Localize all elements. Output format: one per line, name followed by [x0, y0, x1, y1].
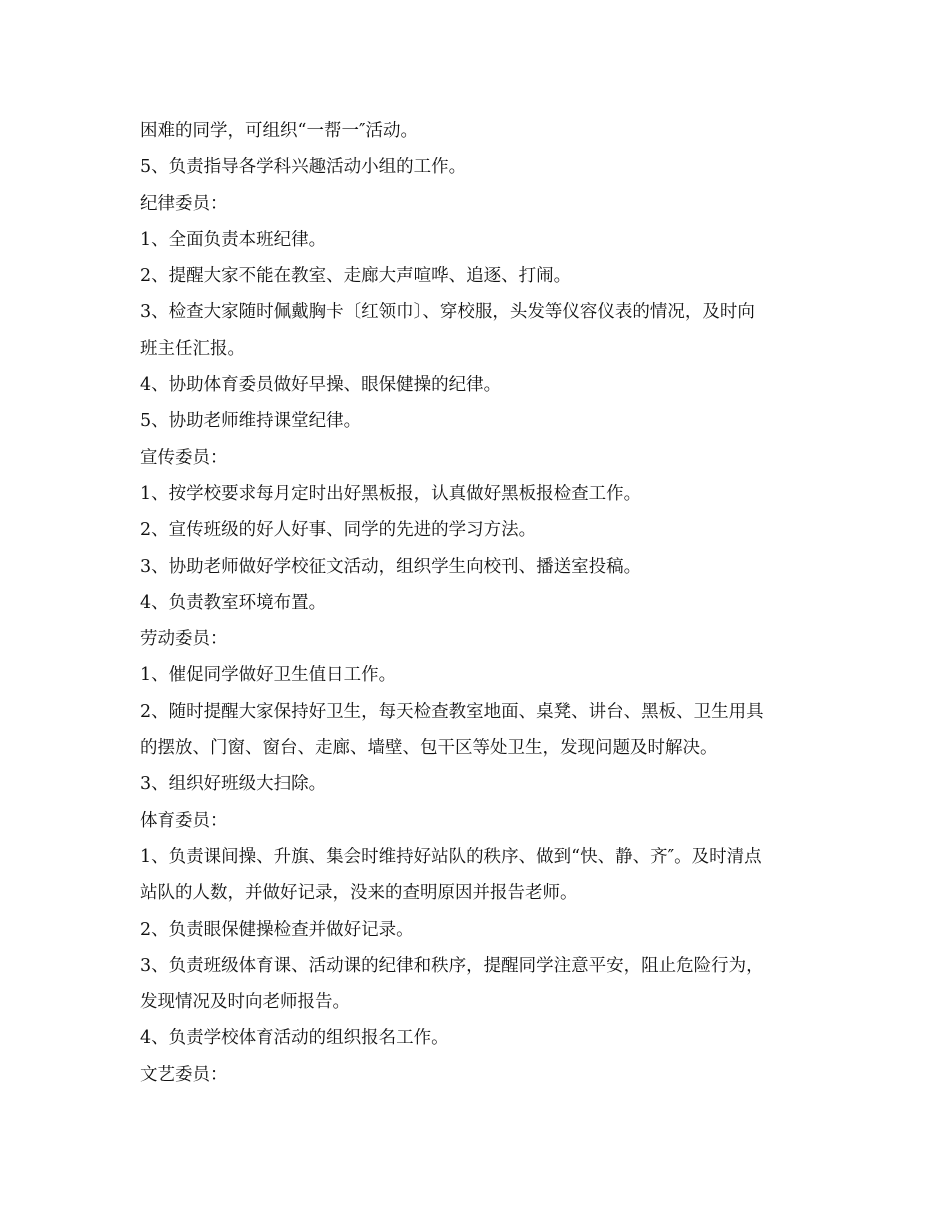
section-heading: 纪律委员： [140, 193, 228, 214]
text-line: 5、协助老师维持课堂纪律。 [140, 411, 362, 432]
document-body [140, 113, 820, 1093]
text-line: 2、宣传班级的好人好事、同学的先进的学习方法。 [140, 520, 537, 541]
text-line: 2、提醒大家不能在教室、走廊大声喧哗、追逐、打闹。 [140, 266, 572, 287]
text-line: 班主任汇报。 [140, 338, 245, 359]
text-line: 3、组织好班级大扫除。 [140, 774, 327, 795]
text-line: 2、随时提醒大家保持好卫生，每天检查教室地面、桌凳、讲台、黑板、卫生用具 [140, 701, 764, 722]
text-line: 1、催促同学做好卫生值日工作。 [140, 665, 397, 686]
text-line: 4、负责教室环境布置。 [140, 592, 327, 613]
text-line: 的摆放、门窗、窗台、走廊、墙壁、包干区等处卫生，发现问题及时解决。 [140, 738, 718, 759]
text-line: 1、全面负责本班纪律。 [140, 229, 327, 250]
text-line: 3、负责班级体育课、活动课的纪律和秩序，提醒同学注意平安，阻止危险行为， [140, 955, 764, 976]
text-line: 1、按学校要求每月定时出好黑板报，认真做好黑板报检查工作。 [140, 483, 642, 504]
text-line: 4、负责学校体育活动的组织报名工作。 [140, 1028, 449, 1049]
section-heading: 宣传委员： [140, 447, 228, 468]
section-heading: 体育委员： [140, 810, 228, 831]
text-line: 4、协助体育委员做好早操、眼保健操的纪律。 [140, 375, 502, 396]
text-line: 2、负责眼保健操检查并做好记录。 [140, 919, 414, 940]
section-heading: 文艺委员： [140, 1064, 228, 1085]
text-line: 3、协助老师做好学校征文活动，组织学生向校刊、播送室投稿。 [140, 556, 642, 577]
text-line: 3、检查大家随时佩戴胸卡〔红领巾〕、穿校服，头发等仪容仪表的情况，及时向 [140, 302, 755, 323]
text-line: 站队的人数，并做好记录，没来的查明原因并报告老师。 [140, 883, 578, 904]
text-line: 发现情况及时向老师报告。 [140, 992, 350, 1013]
text-line: 困难的同学，可组织“一帮一″活动。 [140, 121, 418, 141]
text-line: 1、负责课间操、升旗、集会时维持好站队的秩序、做到“快、静、齐″。及时清点 [140, 846, 762, 867]
text-line: 5、负责指导各学科兴趣活动小组的工作。 [140, 157, 467, 178]
section-heading: 劳动委员： [140, 629, 228, 650]
